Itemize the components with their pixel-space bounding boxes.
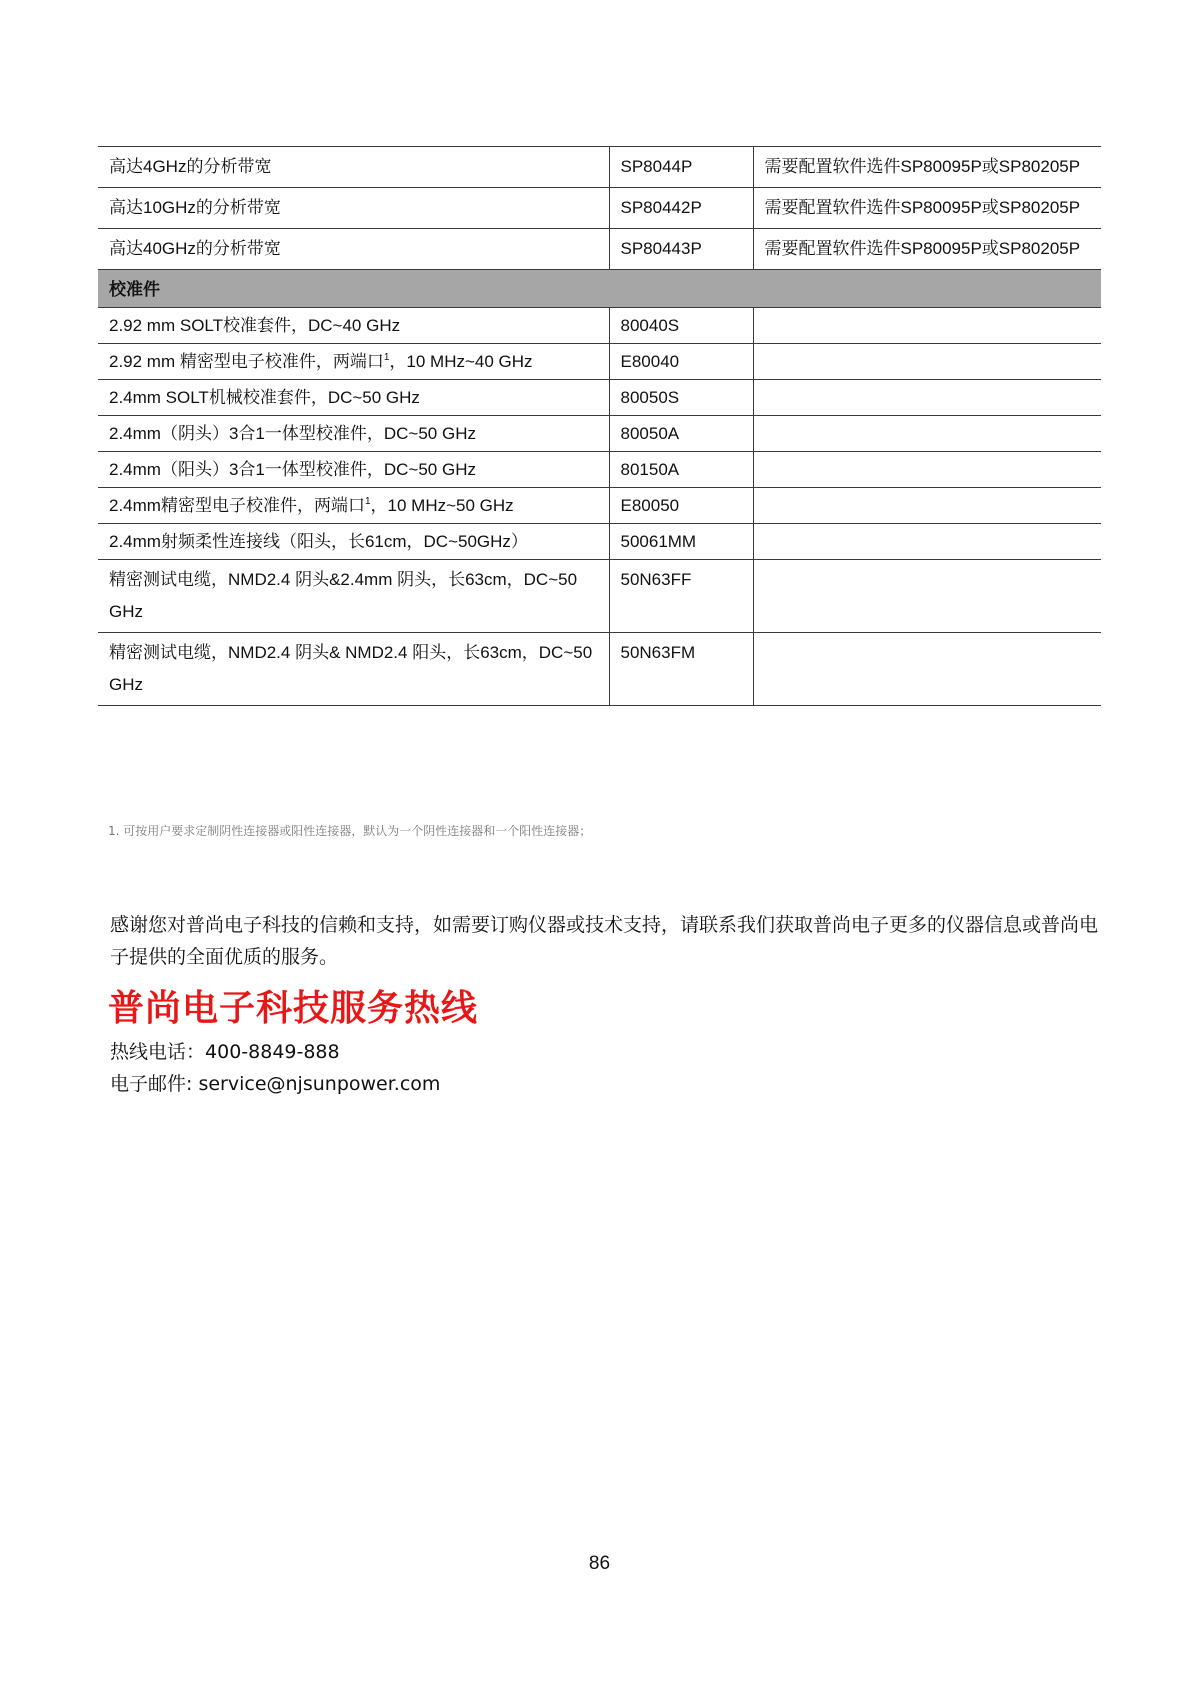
item-name: 精密测试电缆，NMD2.4 阴头&2.4mm 阴头，长63cm，DC~50 GHz [98,560,609,633]
item-model: 80040S [609,308,753,344]
email-address: service@njsunpower.com [198,1073,441,1095]
item-name [98,344,609,380]
table-row [98,344,1101,380]
table-row [98,452,1101,488]
email-label: 电子邮件: [110,1073,199,1095]
item-model: 80050A [609,416,753,452]
item-model: E80040 [609,344,753,380]
item-note [753,633,1101,706]
table-row [98,147,1101,188]
item-model: SP80443P [609,229,753,270]
item-model: E80050 [609,488,753,524]
item-note [753,416,1101,452]
item-name-text: 2.4mm精密型电子校准件，两端口 [109,496,365,515]
item-name: 2.4mm（阳头）3合1一体型校准件，DC~50 GHz [98,452,609,488]
item-name: 高达40GHz的分析带宽 [98,229,609,270]
section-header-row [98,270,1101,308]
section-title: 校准件 [98,270,1101,308]
phone-number: 400-8849-888 [205,1041,340,1063]
hotline-title: 普尚电子科技服务热线 [108,987,479,1029]
item-model: SP8044P [609,147,753,188]
item-note [753,308,1101,344]
item-name: 2.4mm（阴头）3合1一体型校准件，DC~50 GHz [98,416,609,452]
item-name: 2.92 mm SOLT校准套件，DC~40 GHz [98,308,609,344]
item-note [753,524,1101,560]
footnote-marker: 1 [383,352,390,363]
phone-label: 热线电话： [110,1041,206,1063]
table-row [98,380,1101,416]
footnote-marker: 1 [364,496,371,507]
table-row [98,229,1101,270]
item-note: 需要配置软件选件SP80095P或SP80205P [753,229,1101,270]
table-row [98,633,1101,706]
item-name: 高达10GHz的分析带宽 [98,188,609,229]
item-name [98,488,609,524]
page-number: 86 [588,1553,611,1574]
item-name-text: 2.92 mm 精密型电子校准件，两端口 [109,352,384,371]
item-model: SP80442P [609,188,753,229]
item-note [753,488,1101,524]
item-name-range: ，10 MHz~40 GHz [389,352,533,371]
table-row [98,308,1101,344]
item-note [753,380,1101,416]
item-name: 高达4GHz的分析带宽 [98,147,609,188]
item-note: 需要配置软件选件SP80095P或SP80205P [753,188,1101,229]
table-row [98,188,1101,229]
email-line [110,1068,440,1100]
item-note [753,560,1101,633]
item-model: 80150A [609,452,753,488]
thanks-paragraph: 感谢您对普尚电子科技的信赖和支持，如需要订购仪器或技术支持，请联系我们获取普尚电子更多的仪器信息或普尚电子提供的全面优质的服务。 [110,914,1099,968]
table-row [98,524,1101,560]
table-row [98,560,1101,633]
table-footnote: 1. 可按用户要求定制阴性连接器或阳性连接器，默认为一个阴性连接器和一个阳性连接器； [108,824,592,838]
table-row [98,488,1101,524]
item-model: 50N63FF [609,560,753,633]
item-name: 精密测试电缆，NMD2.4 阴头& NMD2.4 阳头，长63cm，DC~50 GHz [98,633,609,706]
item-model: 80050S [609,380,753,416]
phone-line [110,1036,440,1068]
item-note: 需要配置软件选件SP80095P或SP80205P [753,147,1101,188]
item-name-range: ，10 MHz~50 GHz [370,496,514,515]
item-model: 50N63FM [609,633,753,706]
item-note [753,344,1101,380]
table-row [98,416,1101,452]
item-model: 50061MM [609,524,753,560]
item-name: 2.4mm射频柔性连接线（阳头，长61cm，DC~50GHz） [98,524,609,560]
option-table [98,146,1101,706]
item-note [753,452,1101,488]
contact-block [110,1036,440,1100]
item-name: 2.4mm SOLT机械校准套件，DC~50 GHz [98,380,609,416]
